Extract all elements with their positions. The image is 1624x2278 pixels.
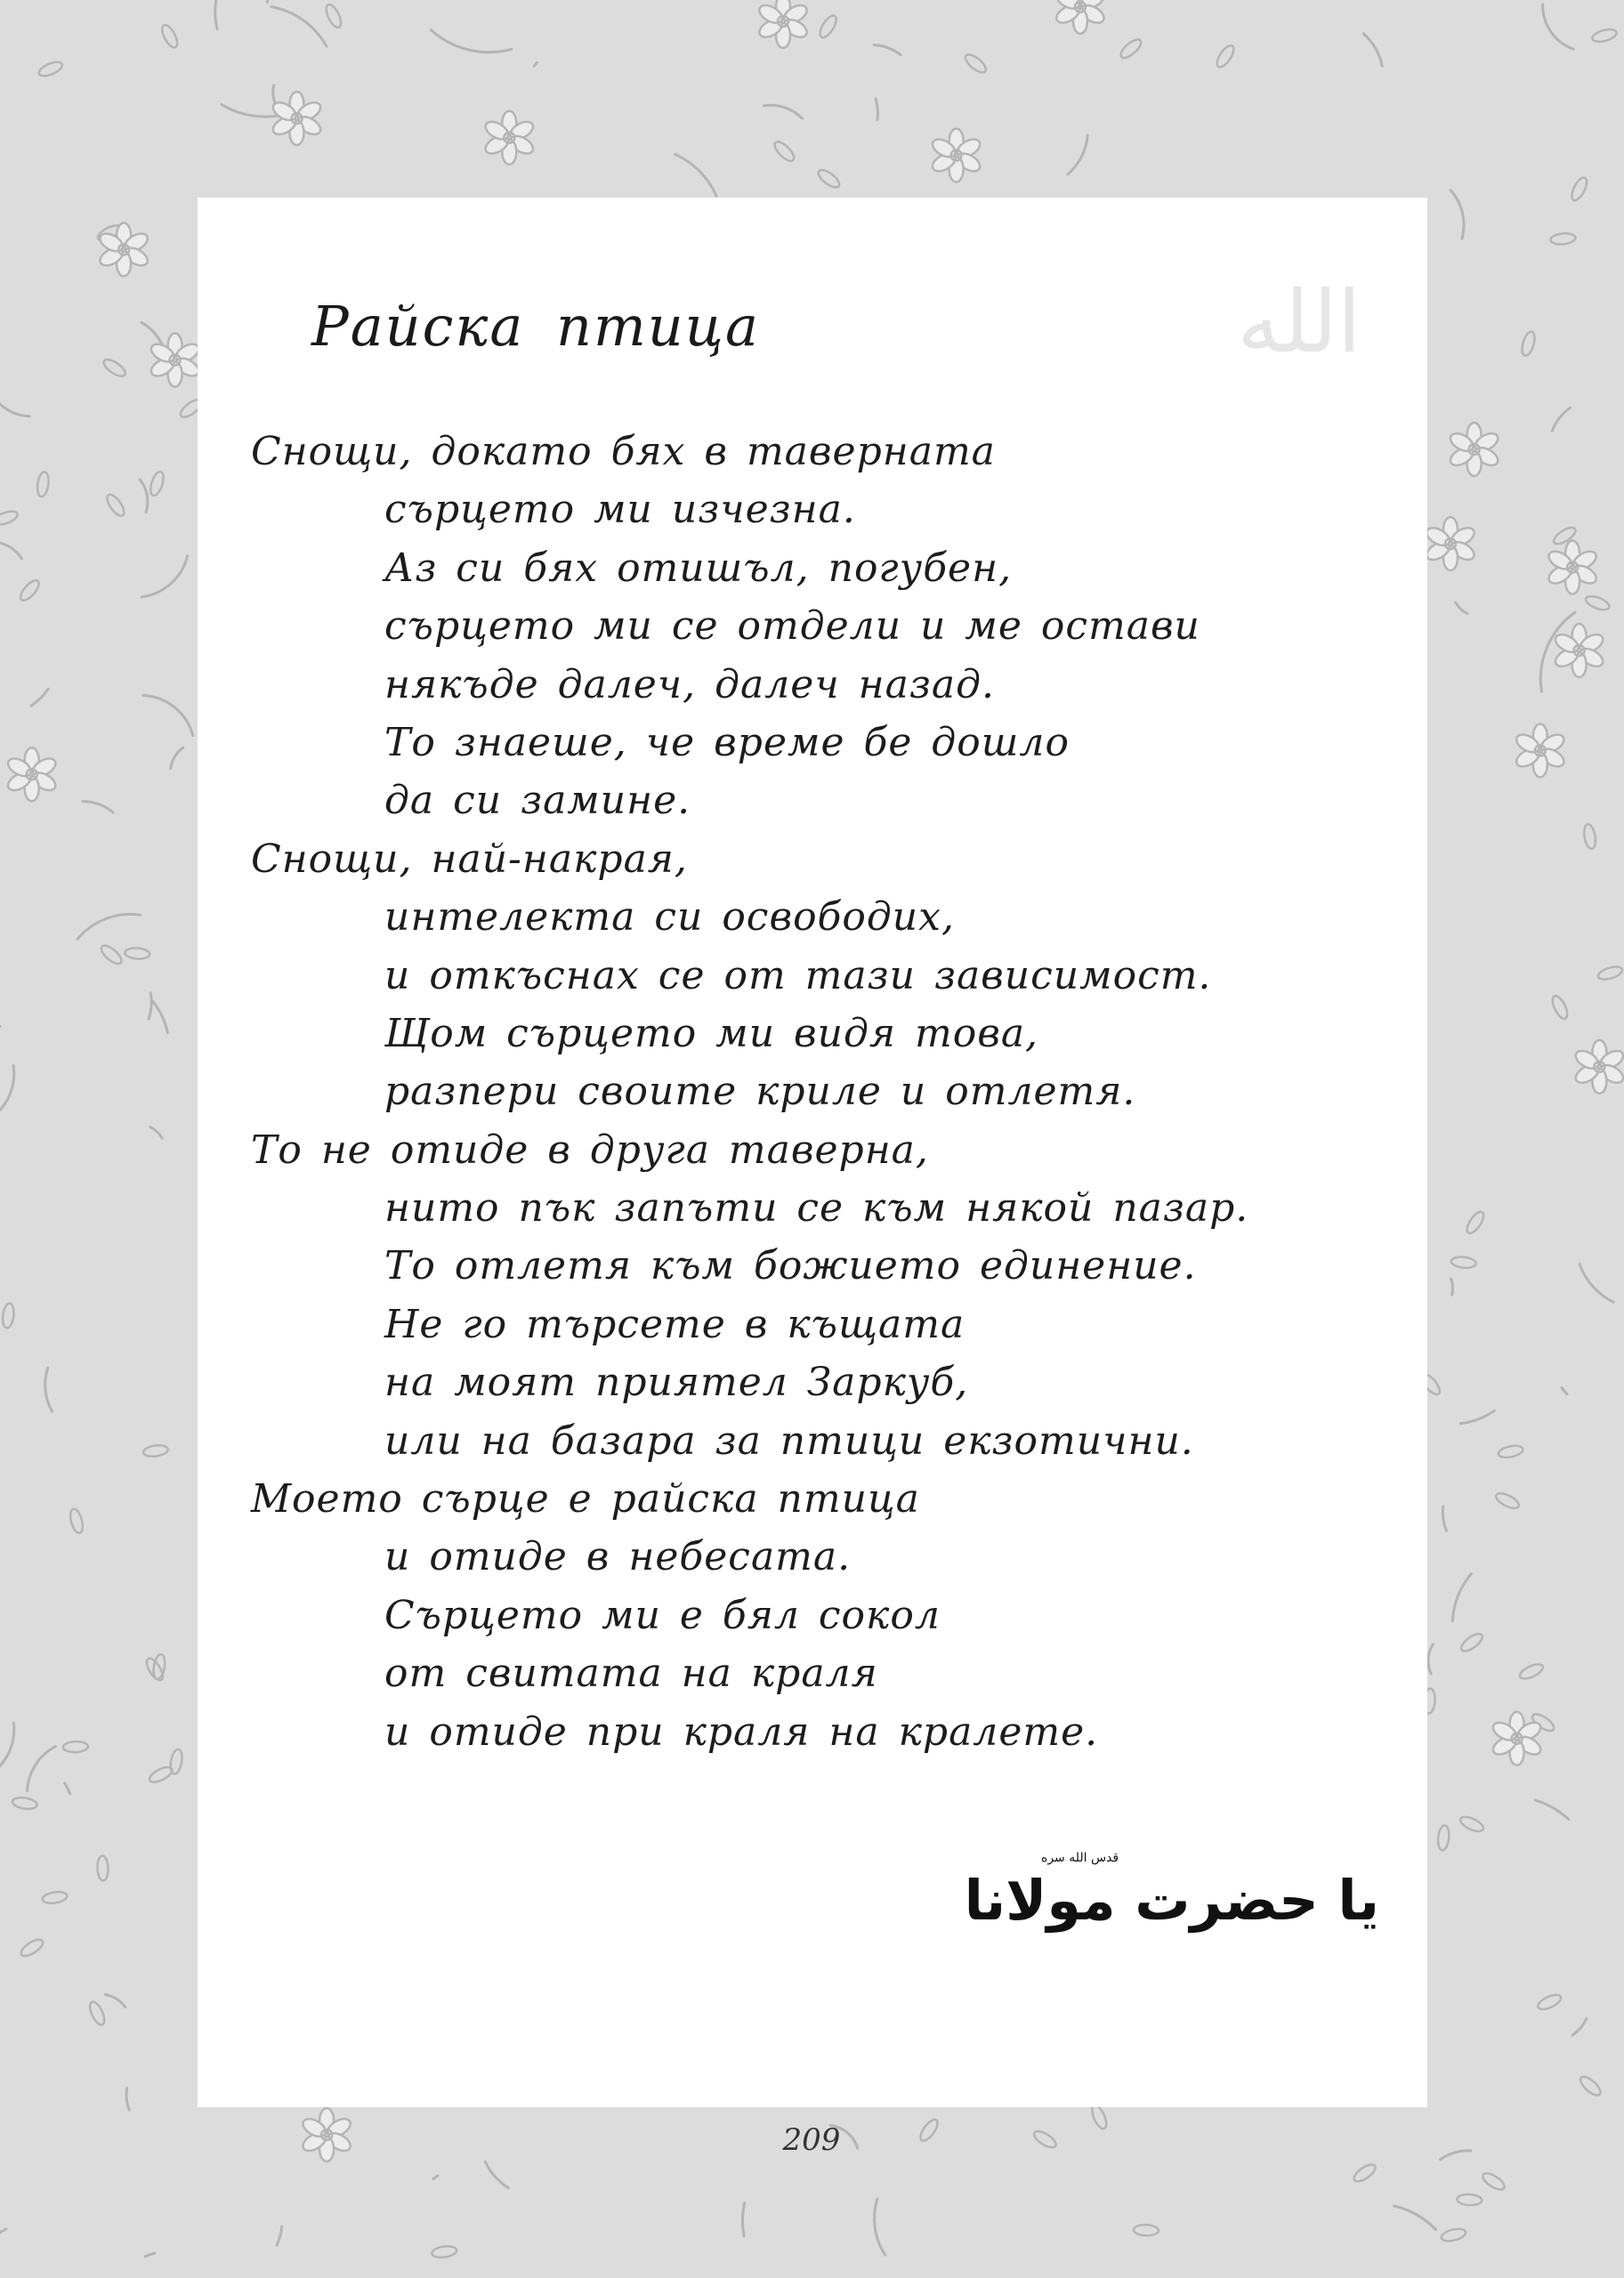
- allah-calligraphy-text: الله: [1237, 272, 1361, 372]
- border-leaf: [1480, 2170, 1507, 2193]
- border-vine: [277, 2226, 282, 2245]
- poem-line: То знаеше, че време бе дошло: [384, 719, 1070, 765]
- border-leaf: [125, 948, 150, 960]
- border-leaf: [1089, 2104, 1109, 2130]
- border-leaf: [1494, 1490, 1521, 1511]
- border-vine: [1535, 1800, 1569, 1820]
- border-vine: [126, 2088, 129, 2111]
- border-vine: [1068, 135, 1087, 174]
- border-leaf: [87, 1999, 108, 2026]
- border-leaf: [148, 470, 166, 497]
- poem-line: разпери своите криле и отлетя.: [384, 1069, 1136, 1115]
- border-vine: [876, 99, 877, 120]
- border-flower: [930, 129, 983, 182]
- border-vine: [742, 2203, 744, 2236]
- poem-line: Аз си бях отишъл, погубен,: [384, 545, 1013, 591]
- border-leaf: [1498, 1444, 1524, 1460]
- poem-line: То отлетя към божието единение.: [384, 1243, 1197, 1289]
- border-leaf: [1582, 823, 1597, 850]
- poem-line: То не отиде в друга таверна,: [251, 1127, 929, 1173]
- border-vine: [1572, 2018, 1587, 2035]
- border-vine: [31, 689, 48, 706]
- border-flower: [271, 92, 324, 145]
- border-vine: [77, 914, 141, 939]
- border-leaf: [1437, 1825, 1450, 1851]
- poem-line: Не го търсете в къщата: [384, 1301, 966, 1347]
- border-vine: [255, 0, 268, 2]
- border-leaf: [1536, 1992, 1563, 2013]
- border-vine: [0, 542, 22, 559]
- border-leaf: [69, 1507, 85, 1534]
- poem-line: Снощи, докато бях в таверната: [251, 429, 996, 474]
- border-leaf: [159, 23, 181, 50]
- border-leaf: [1596, 965, 1623, 982]
- signature-name: یا حضرت مولانا: [964, 1868, 1379, 1933]
- border-vine: [534, 62, 537, 66]
- border-vine: [1456, 602, 1467, 614]
- border-vine: [143, 696, 193, 736]
- border-leaf: [42, 1890, 69, 1904]
- border-leaf: [18, 578, 42, 603]
- signature-honorific: قدس الله سره: [1041, 1851, 1119, 1865]
- border-leaf: [817, 13, 839, 40]
- poem-line: и отиде в небесата.: [384, 1534, 852, 1580]
- poem-line: или на базара за птици екзотични.: [384, 1418, 1194, 1464]
- border-flower: [1572, 1040, 1624, 1094]
- poem-line: да си замине.: [384, 778, 691, 824]
- border-flower: [1491, 1712, 1544, 1765]
- border-vine: [271, 7, 327, 47]
- poem-line: Снощи, най-накрая,: [251, 836, 688, 882]
- border-leaf: [1458, 1814, 1485, 1835]
- border-vine: [1394, 2206, 1436, 2230]
- poem-line: на моят приятел Заркуб,: [384, 1360, 969, 1406]
- border-leaf: [1458, 1631, 1485, 1654]
- border-flower: [1424, 517, 1477, 570]
- border-leaf: [1031, 2129, 1058, 2151]
- border-flower: [1054, 0, 1107, 34]
- border-leaf: [1352, 2161, 1378, 2185]
- poem-body: [251, 423, 1363, 1761]
- border-vine: [45, 1368, 53, 1411]
- border-leaf: [12, 1796, 38, 1810]
- border-vine: [1460, 1410, 1494, 1424]
- border-leaf: [104, 492, 127, 519]
- border-vine: [485, 2161, 508, 2188]
- border-vine: [0, 2229, 6, 2278]
- border-vine: [171, 747, 183, 769]
- border-leaf: [963, 52, 989, 76]
- mawlana-signature: [964, 1851, 1379, 1936]
- poem-line: Сърцето ми е бял сокол: [384, 1592, 941, 1638]
- border-vine: [1580, 1264, 1613, 1303]
- poem-title: Райска птица: [311, 294, 760, 359]
- border-leaf: [0, 509, 20, 528]
- border-vine: [875, 2199, 885, 2255]
- border-vine: [65, 1783, 70, 1794]
- page-number: 209: [782, 2122, 841, 2158]
- poem-line: Щом сърцето ми видя това,: [384, 1010, 1039, 1056]
- border-flower: [1448, 423, 1501, 476]
- border-leaf: [2, 1303, 15, 1329]
- border-leaf: [323, 3, 343, 29]
- border-flower: [149, 334, 202, 387]
- border-leaf: [816, 167, 843, 190]
- border-leaf: [101, 357, 128, 380]
- border-vine: [152, 1001, 167, 1033]
- poem-line: от свитата на краля: [384, 1651, 878, 1697]
- border-vine: [149, 993, 151, 1020]
- border-vine: [0, 373, 29, 416]
- border-leaf: [1214, 43, 1237, 69]
- border-vine: [1552, 408, 1570, 431]
- border-flower: [5, 747, 59, 801]
- poem-line: някъде далеч, далеч назад.: [384, 661, 995, 707]
- border-flower: [300, 2108, 353, 2161]
- border-vine: [1543, 4, 1573, 50]
- border-vine: [105, 1995, 125, 2007]
- border-leaf: [37, 60, 64, 79]
- border-leaf: [36, 472, 50, 497]
- border-leaf: [99, 942, 125, 966]
- border-leaf: [169, 1749, 184, 1775]
- poem-line: Моето сърце е райска птица: [251, 1476, 920, 1523]
- border-leaf: [1118, 36, 1143, 61]
- border-leaf: [1569, 175, 1589, 202]
- border-leaf: [1518, 1661, 1545, 1682]
- border-flower: [1514, 724, 1567, 778]
- border-leaf: [1440, 2226, 1466, 2242]
- border-leaf: [1549, 994, 1570, 1021]
- border-leaf: [1584, 594, 1611, 612]
- border-vine: [28, 1747, 56, 1791]
- border-vine: [1451, 1279, 1453, 1295]
- border-vine: [874, 45, 901, 55]
- border-leaf: [432, 2245, 457, 2259]
- border-leaf: [1450, 1256, 1476, 1269]
- border-vine: [1363, 34, 1382, 66]
- border-leaf: [142, 1444, 168, 1458]
- border-vine: [83, 802, 113, 812]
- border-flower: [756, 0, 810, 48]
- poem-line: сърцето ми изчезна.: [384, 487, 856, 533]
- border-vine: [140, 480, 148, 513]
- border-leaf: [63, 1741, 88, 1753]
- border-leaf: [1457, 2193, 1483, 2205]
- border-vine: [1441, 2151, 1471, 2160]
- border-vine: [1450, 190, 1464, 239]
- poem-line: сърцето ми се отдели и ме остави: [384, 603, 1200, 650]
- poem-line: и откъснах се от тази зависимост.: [384, 952, 1212, 998]
- allah-calligraphy-mark: [1197, 249, 1402, 400]
- border-leaf: [1464, 1209, 1487, 1236]
- border-flower: [1553, 624, 1606, 677]
- border-vine: [145, 2253, 155, 2257]
- border-flower: [482, 111, 536, 165]
- border-vine: [141, 556, 187, 597]
- border-vine: [0, 1065, 13, 1110]
- border-vine: [215, 0, 240, 29]
- poem-line: и отиде при краля на кралете.: [384, 1708, 1099, 1755]
- border-vine: [0, 1723, 14, 1770]
- border-vine: [675, 154, 716, 196]
- poem-line: интелекта си освободих,: [384, 894, 955, 941]
- border-vine: [1442, 1507, 1446, 1531]
- border-flower: [1546, 541, 1599, 594]
- border-flower: [97, 223, 150, 277]
- border-leaf: [1520, 330, 1537, 357]
- border-leaf: [1550, 232, 1576, 246]
- border-leaf: [772, 139, 796, 164]
- border-leaf: [97, 1855, 109, 1880]
- poem-line: нито пък запъти се към някой пазар.: [384, 1185, 1249, 1232]
- border-vine: [1428, 1644, 1434, 1674]
- border-vine: [1452, 1574, 1471, 1621]
- border-vine: [1562, 1388, 1567, 1394]
- border-vine: [433, 2176, 438, 2179]
- border-leaf: [1578, 2073, 1604, 2098]
- border-vine: [764, 105, 802, 118]
- border-leaf: [917, 2117, 941, 2144]
- border-leaf: [1591, 28, 1618, 44]
- border-vine: [150, 1127, 162, 1138]
- border-leaf: [1134, 2225, 1159, 2236]
- border-leaf: [19, 1936, 45, 1959]
- border-vine: [431, 30, 511, 53]
